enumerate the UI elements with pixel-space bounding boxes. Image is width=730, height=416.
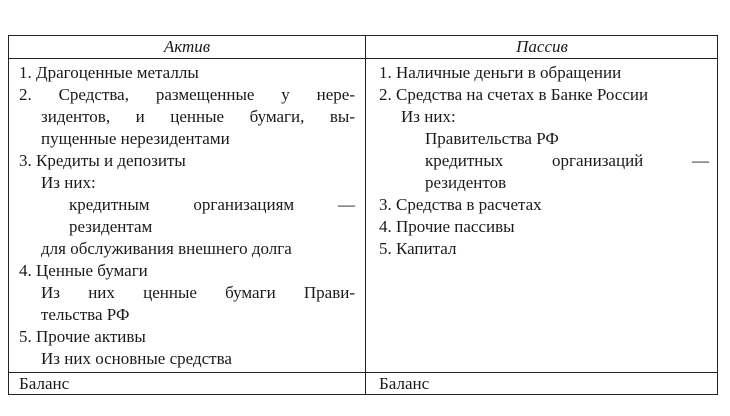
asset-item-5: 5. Прочие активы	[19, 327, 146, 346]
assets-balance-total: Баланс	[19, 374, 70, 393]
liability-item-2-credit-orgs-line-1: кредитных организаций —	[425, 151, 709, 170]
column-divider	[365, 36, 366, 394]
asset-item-3-resident-line-2: резидентам	[69, 217, 153, 236]
asset-item-4-of-which-line-2: тельства РФ	[41, 305, 130, 324]
asset-item-5-of-which: Из них основные средства	[41, 349, 232, 368]
liability-item-2-credit-orgs-line-2: резидентов	[425, 173, 507, 192]
liability-item-1: 1. Наличные деньги в обращении	[379, 63, 622, 82]
liabilities-column	[379, 62, 709, 260]
asset-item-4-of-which-line-1: Из них ценные бумаги Прави-	[41, 283, 355, 302]
liability-item-2-of-which: Из них:	[401, 107, 456, 126]
asset-item-1: 1. Драгоценные металлы	[19, 63, 199, 82]
asset-item-2-line-2: зидентов, и ценные бумаги, вы-	[41, 107, 355, 126]
assets-column	[19, 62, 355, 370]
asset-item-2-line-3: пущенные нерезидентами	[41, 129, 230, 148]
liability-item-2: 2. Средства на счетах в Банке России	[379, 85, 649, 104]
asset-item-3-external-debt: для обслуживания внешнего долга	[41, 239, 292, 258]
asset-item-3-of-which: Из них:	[41, 173, 96, 192]
header-assets: Актив	[163, 37, 211, 56]
asset-item-2-line-1: 2. Средства, размещенные у нере-	[19, 85, 355, 104]
header-liabilities: Пассив	[516, 37, 568, 56]
liability-item-5: 5. Капитал	[379, 239, 457, 258]
liability-item-3: 3. Средства в расчетах	[379, 195, 542, 214]
liability-item-4: 4. Прочие пассивы	[379, 217, 515, 236]
table-header-row	[9, 36, 717, 59]
liabilities-balance-total: Баланс	[379, 374, 430, 393]
footer-divider	[9, 372, 717, 373]
asset-item-3-resident-line-1: кредитным организациям —	[69, 195, 355, 214]
balance-table	[8, 35, 718, 395]
liability-item-2-government: Правительства РФ	[425, 129, 559, 148]
asset-item-3: 3. Кредиты и депозиты	[19, 151, 186, 170]
asset-item-4: 4. Ценные бумаги	[19, 261, 148, 280]
